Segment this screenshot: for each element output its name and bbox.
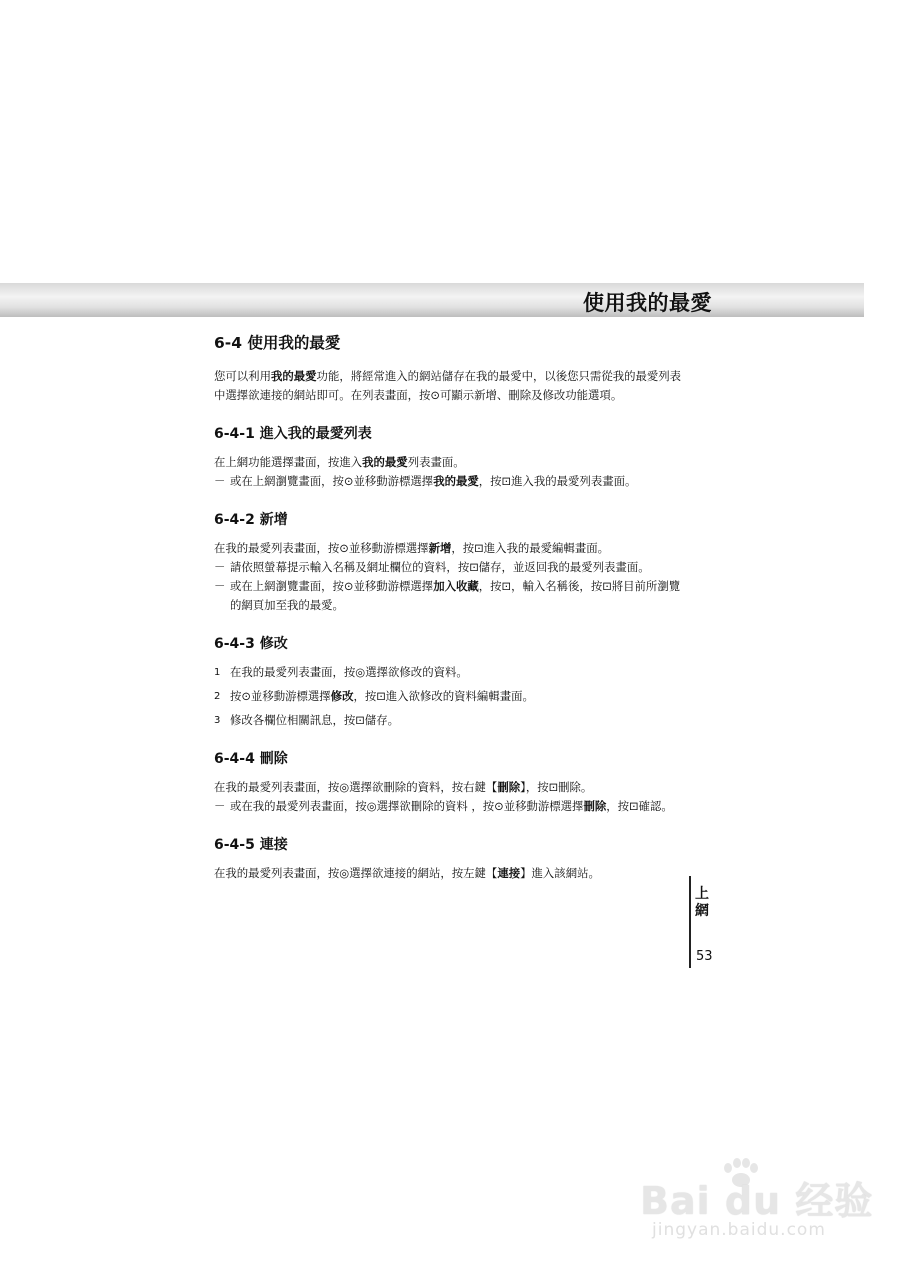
side-tab-rule [689,876,691,968]
chapter-tab-label: 上網 [695,886,709,919]
text-run: 在上網功能選擇畫面，按 [214,455,340,469]
bold-term: 刪除 [583,799,607,813]
dash-item-text [230,558,650,577]
subsection-title-6-4-1: 6-4-1 進入我的最愛列表 [214,426,372,442]
numbered-list [214,663,684,730]
text-run: ，按⊡進入我的最愛編輯畫面。 [451,541,609,555]
text-run: 按⊙並移動游標選擇 [230,689,331,703]
text-run: 在我的最愛列表畫面，按⊙並移動游標選擇 [214,541,429,555]
text-run: ，按⊡確認。 [606,799,673,813]
numbered-item-text [230,711,399,730]
text-run: 在我的最愛列表畫面，按◎選擇欲修改的資料。 [230,665,468,679]
watermark-url: jingyan.baidu.com [652,1220,826,1240]
numbered-item [214,687,684,706]
dash-item [214,472,684,491]
bold-term: 連接 [497,866,521,880]
text-run: ，按⊡，輸入名稱後，按⊡將目前所瀏覽的網頁加至我的最愛。 [230,579,681,612]
bold-term: 我的最愛 [362,455,408,469]
text-run: 在我的最愛列表畫面，按◎選擇欲刪除的資料，按右鍵【 [214,780,498,794]
section-intro [214,367,684,405]
dash-item-text [230,797,673,816]
item-number: 2 [214,691,221,702]
dash-item [214,797,684,816]
text-run: 或在上網瀏覽畫面，按⊙並移動游標選擇 [230,579,434,593]
text-run: 】進入該網站。 [520,866,600,880]
text-run: ，按⊡進入我的最愛列表畫面。 [478,474,637,488]
paragraph-6-4-2 [214,539,684,558]
bold-term: 刪除 [497,780,521,794]
dash-marker: － [214,474,226,488]
dash-item-text [230,577,684,615]
text-run: 或在上網瀏覽畫面，按⊙並移動游標選擇 [230,474,434,488]
bold-term: 我的最愛 [433,474,479,488]
subsection-title-6-4-4: 6-4-4 刪除 [214,751,288,767]
text-run: 列表畫面。 [407,455,465,469]
baidu-watermark [640,1158,890,1258]
numbered-item [214,711,684,730]
main-content [214,331,684,883]
text-run: 在我的最愛列表畫面，按◎選擇欲連接的網站，按左鍵【 [214,866,498,880]
dash-item-text [230,472,636,491]
page-number: 53 [696,949,713,964]
bold-term: 我的最愛 [270,369,317,383]
banner-title: 使用我的最愛 [583,291,712,315]
paragraph-6-4-5 [214,864,684,883]
dash-item [214,558,684,577]
bold-term: 加入收藏 [433,579,479,593]
subsection-title-6-4-3: 6-4-3 修改 [214,636,288,652]
subsection-title-6-4-2: 6-4-2 新增 [214,512,288,528]
item-number: 3 [214,715,221,726]
section-banner [0,283,864,317]
bold-term: 新增 [428,541,452,555]
dash-marker: － [214,799,226,813]
dash-item [214,577,684,615]
bold-term: 修改 [330,689,354,703]
section-title: 6-4 使用我的最愛 [214,334,341,352]
text-run: ，按⊡進入欲修改的資料編輯畫面。 [353,689,534,703]
paragraph-6-4-1 [214,453,684,472]
numbered-item [214,663,684,682]
text-run: 或在我的最愛列表畫面，按◎選擇欲刪除的資料 ，按⊙並移動游標選擇 [230,799,584,813]
text-run: 進入 [339,455,363,469]
numbered-item-text [230,663,468,682]
numbered-item-text [230,687,534,706]
text-run: 】，按⊡刪除。 [520,780,593,794]
dash-marker: － [214,560,226,574]
text-run: 請依照螢幕提示輸入名稱及網址欄位的資料，按⊡儲存，並返回我的最愛列表畫面。 [230,560,650,574]
paragraph-6-4-4 [214,778,684,797]
text-run: 修改各欄位相關訊息，按⊡儲存。 [230,713,400,727]
subsection-title-6-4-5: 6-4-5 連接 [214,837,288,853]
dash-marker: － [214,579,226,593]
watermark-brand: Bai du 经验 [640,1179,874,1223]
item-number: 1 [214,667,221,678]
text-run: 您可以利用 [214,369,271,383]
text-run: 功能，將經常進入的網站儲存在我的最愛中，以後您只需從我的最愛列表中選擇欲連接的網站即可。在列表畫面，按⊙可顯示新增、刪除及修改功能選項。 [214,369,682,402]
